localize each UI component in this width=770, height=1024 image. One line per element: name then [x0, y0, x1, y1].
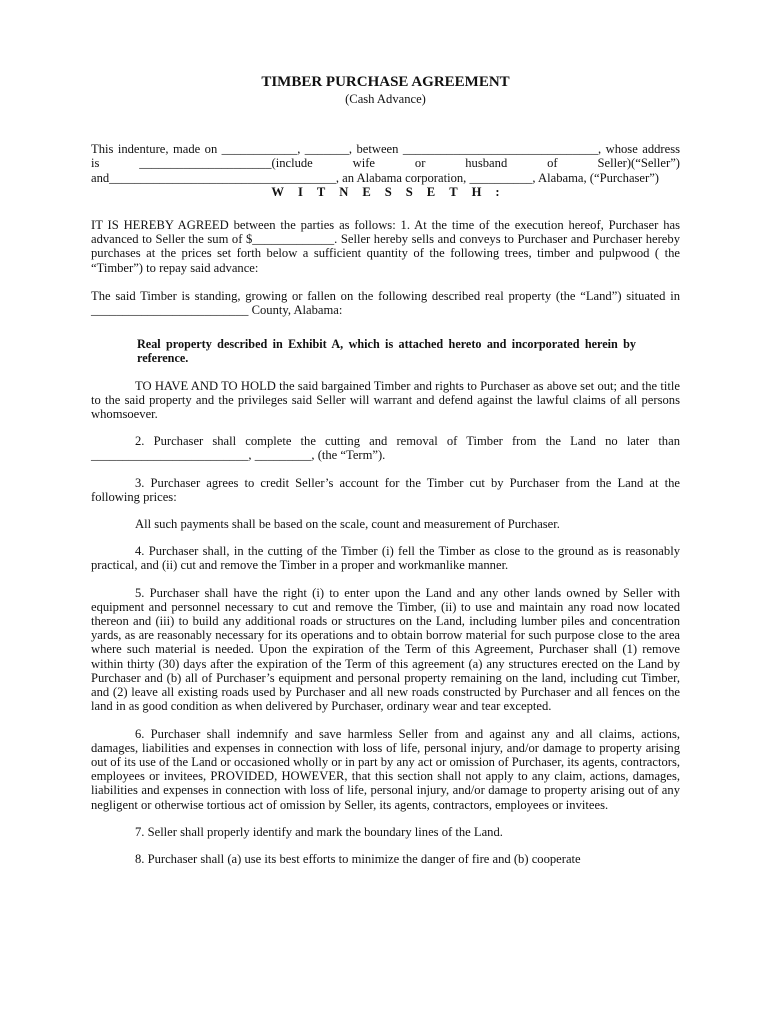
timber-location-paragraph: The said Timber is standing, growing or fallen on the following described real property (the “Land”) situated in _________________________ County, Alabama:	[91, 288, 680, 318]
clause-3: 3. Purchaser agrees to credit Seller’s account for the Timber cut by Purchaser from the Land at the following prices:	[91, 475, 680, 504]
witnesseth-heading: WITNESSETH:	[271, 184, 514, 199]
agreed-paragraph: IT IS HEREBY AGREED between the parties as follows: 1. At the time of the execution hereof, Purchaser has advanced to Seller the sum of $_____________. Seller hereby sells and conveys to Purchaser and Purchaser hereby purchases at the prices set forth below a sufficient quantity of the following trees, timber and pulpwood ( the “Timber”) to repay said advance:	[91, 218, 680, 275]
clause-4: 4. Purchaser shall, in the cutting of the Timber (i) fell the Timber as close to the ground as is reasonably practical, and (ii) cut and remove the Timber in a proper and workmanlike manner.	[91, 544, 680, 573]
document-title: TIMBER PURCHASE AGREEMENT	[261, 74, 510, 90]
clause-8: 8. Purchaser shall (a) use its best efforts to minimize the danger of fire and (b) cooperate	[135, 851, 581, 866]
document-subtitle: (Cash Advance)	[345, 92, 426, 106]
have-and-hold-paragraph: TO HAVE AND TO HOLD the said bargained Timber and rights to Purchaser as above set out; and the title to the said property and the privileges said Seller will warrant and defend against the lawful claims of all persons whomsoever.	[91, 378, 680, 422]
clause-2: 2. Purchaser shall complete the cutting and removal of Timber from the Land no later than _________________________, _________, (the “Term”).	[91, 434, 680, 463]
intro-paragraph: This indenture, made on ____________, _______, between _______________________________, whose address is _____________________(include wife or husband of Seller)(“Seller”) and____________________________________, an Alabama corporation, __________, Alabama, (“Purchaser”)	[91, 142, 680, 185]
document-body	[91, 74, 680, 866]
clause-6: 6. Purchaser shall indemnify and save harmless Seller from and against any and all claims, actions, damages, liabilities and expenses in connection with loss of life, personal injury, and/or damage to property arising out of its use of the Land or occasioned wholly or in part by any act or omission of Purchaser, its agents, contractors, employees or invitees, PROVIDED, HOWEVER, that this section shall not apply to any claim, actions, damages, liabilities and expenses in connection with loss of life, personal injury, and/or damage to property arising out of any negligent or otherwise tortious act of omission by Seller, its agents, contractors, employees or invitees.	[91, 726, 680, 812]
clause-5: 5. Purchaser shall have the right (i) to enter upon the Land and any other lands owned by Seller with equipment and personnel necessary to cut and remove the Timber, (ii) to use and maintain any road now located thereon and (iii) to build any additional roads or structures on the Land, including lumber piles and concentration yards, as are reasonably necessary for its operations and to obtain borrow material for such purpose close to the area where such material is needed. Upon the expiration of the Term of this Agreement, Purchaser shall (1) remove within thirty (30) days after the expiration of the Term of this agreement (a) any structures erected on the Land by Purchaser and (b) all of Purchaser’s equipment and personal property remaining on the land, including cut Timber, and (2) leave all existing roads used by Purchaser and all new roads constructed by Purchaser and all fences on the land in as good condition as when delivered by Purchaser, ordinary wear and tear excepted.	[91, 585, 680, 714]
exhibit-reference: Real property described in Exhibit A, which is attached hereto and incorporated herein by reference.	[137, 337, 636, 366]
clause-7: 7. Seller shall properly identify and mark the boundary lines of the Land.	[135, 824, 503, 839]
payments-paragraph: All such payments shall be based on the scale, count and measurement of Purchaser.	[135, 517, 560, 532]
